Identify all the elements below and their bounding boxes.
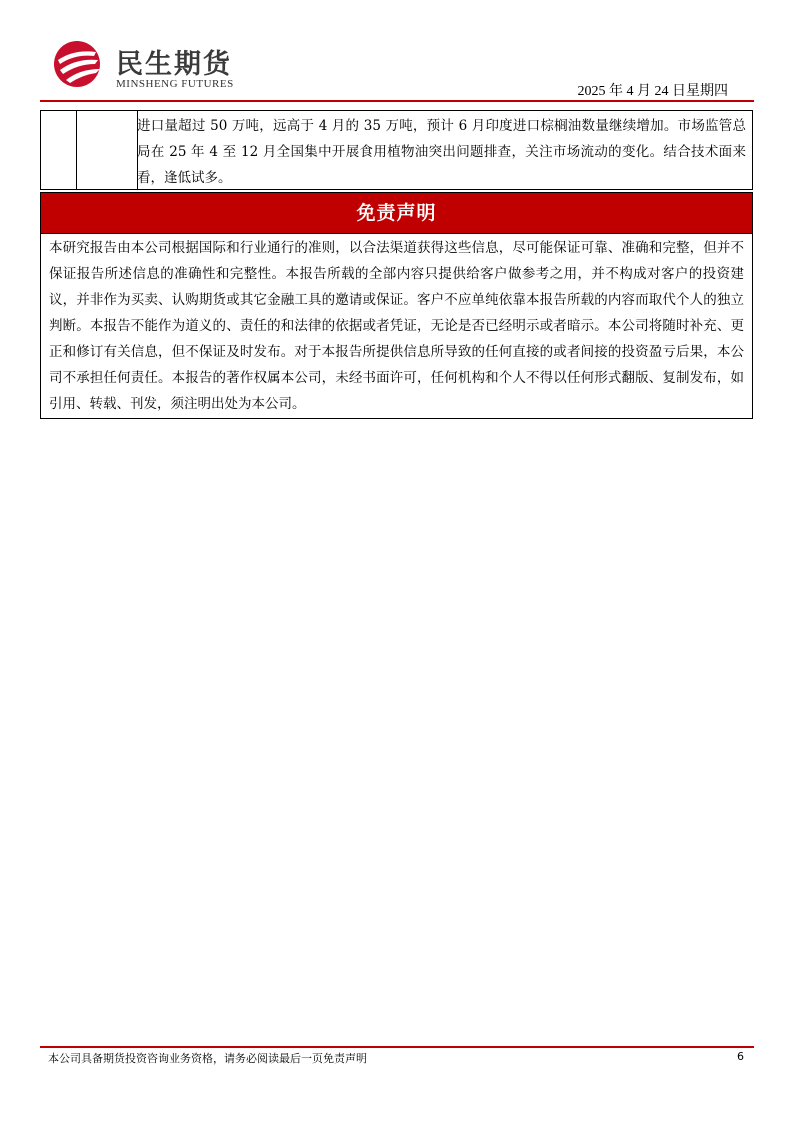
report-date: 2025 年 4 月 24 日星期四 [577, 84, 728, 99]
footer-notice: 本公司具备期货投资咨询业务资格，请务必阅读最后一页免责声明 [48, 1052, 367, 1065]
footer-divider [40, 1046, 754, 1048]
disclaimer-body: 本研究报告由本公司根据国际和行业通行的准则，以合法渠道获得这些信息，尽可能保证可靠、准确和完整，但并不保证报告所述信息的准确性和完整性。本报告所载的全部内容只提供给客户做参考之用，并不构成对客户的投资建议，并非作为买卖、认购期货或其它金融工具的邀请或保证。客户不应单纯依靠本报告所载的内容而取代个人的独立判断。本报告不能作为道义的、责任的和法律的依据或者凭证，无论是否已经明示或者暗示。本公司将随时补充、更正和修订有关信息，但不保证及时发布。对于本报告所提供信息所导致的任何直接的或者间接的投资盈亏后果，本公司不承担任何责任。本报告的著作权属本公司，未经书面许可，任何机构和个人不得以任何形式翻版、复制发布，如引用、转载、刊发，须注明出处为本公司。 [49, 240, 744, 412]
disclaimer-title: 免责声明 [41, 193, 752, 234]
logo-text-cn: 民生期货 [116, 49, 232, 80]
table-cell-category [41, 111, 77, 189]
header-divider [40, 100, 754, 102]
table-cell-product [76, 111, 138, 189]
analysis-table-row [40, 110, 753, 190]
logo-text-en: MINSHENG FUTURES [116, 78, 234, 90]
table-cell-analysis: 进口量超过 50 万吨，远高于 4 月的 35 万吨，预计 6 月印度进口棕榈油数量继续增加。市场监管总局在 25 年 4 至 12 月全国集中开展食用植物油突出问题排查，关注市场流动的变化。结合技术面来看，逢低试多。 [137, 118, 746, 186]
disclaimer-box [40, 192, 753, 419]
page-number: 6 [737, 1050, 744, 1063]
page-header [40, 36, 754, 102]
minsheng-logo-icon [50, 40, 106, 88]
